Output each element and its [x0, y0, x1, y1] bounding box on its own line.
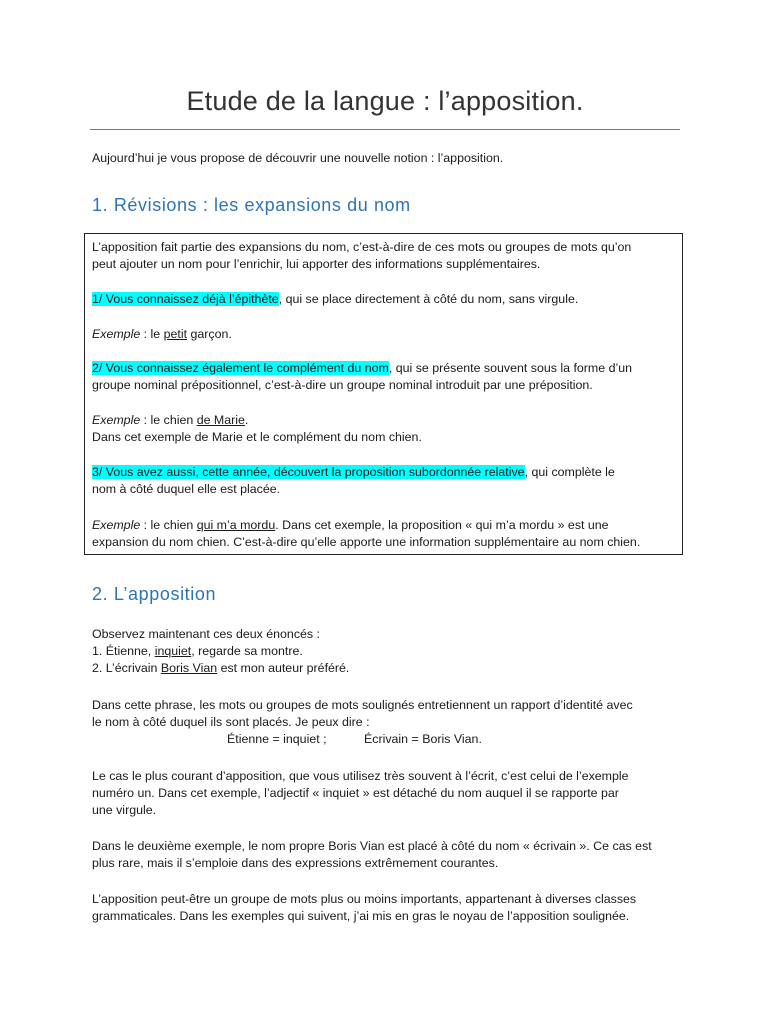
example-3-post: . Dans cet exemple, la proposition « qui m’a mordu » est une: [275, 518, 609, 532]
item-2-highlight: 2/ Vous connaissez également le complément du nom: [92, 361, 389, 375]
para-identity-line-1: Dans cette phrase, les mots ou groupes de mots soulignés entretiennent un rapport d’identité avec: [92, 698, 633, 712]
item-3-line-2: nom à côté duquel elle est placée.: [92, 482, 281, 496]
para-second-line-2: plus rare, mais il s’emploie dans des expressions extrêmement courantes.: [92, 856, 499, 870]
example-2-pre: : le chien: [140, 413, 197, 427]
para-identity-line-2: le nom à côté duquel ils sont placés. Je peux dire :: [92, 715, 370, 729]
statement-1-pre: 1. Étienne,: [92, 644, 155, 658]
example-2: [92, 412, 677, 429]
example-3: [92, 517, 677, 534]
statement-1-underlined: inquiet: [154, 644, 192, 658]
example-1-post: garçon.: [187, 327, 232, 341]
item-3: [92, 464, 677, 481]
example-1-underlined: petit: [163, 327, 188, 341]
example-2-line-2: Dans cet exemple de Marie et le complément du nom chien.: [92, 430, 422, 444]
statement-1: [92, 643, 677, 660]
example-3-label: Exemple: [92, 518, 141, 532]
example-1-pre: : le: [140, 327, 164, 341]
box-para-1-line-2: peut ajouter un nom pour l’enrichir, lui apporter des informations supplémentaires.: [92, 257, 541, 271]
para-common-line-3: une virgule.: [92, 803, 157, 817]
section-2-heading: 2. L’apposition: [92, 584, 217, 604]
equation-1: Étienne = inquiet ;: [227, 732, 327, 746]
item-3-rest: , qui complète le: [524, 465, 615, 479]
statement-2-underlined: Boris Vian: [160, 661, 218, 675]
section-1-heading: 1. Révisions : les expansions du nom: [92, 195, 411, 215]
example-3-underlined: qui m’a mordu: [196, 518, 276, 532]
item-2: [92, 360, 677, 377]
para-groups-line-2: grammaticales. Dans les exemples qui suivent, j’ai mis en gras le noyau de l’apposition soulignée.: [92, 909, 630, 923]
para-common-line-2: numéro un. Dans cet exemple, l’adjectif « inquiet » est détaché du nom auquel il se rapporte par: [92, 786, 619, 800]
revision-box: [84, 233, 683, 555]
para-groups-line-1: L’apposition peut-être un groupe de mots plus ou moins importants, appartenant à diverses classes: [92, 892, 637, 906]
para-common-line-1: Le cas le plus courant d’apposition, que vous utilisez très souvent à l’écrit, c’est celui de l’exemple: [92, 769, 629, 783]
intro-text: Aujourd’hui je vous propose de découvrir une nouvelle notion : l’apposition.: [92, 151, 504, 165]
observe-text: Observez maintenant ces deux énoncés :: [92, 627, 320, 641]
statement-2-pre: 2. L’écrivain: [92, 661, 161, 675]
example-2-post: .: [244, 413, 249, 427]
example-3-line-2: expansion du nom chien. C’est-à-dire qu’elle apporte une information supplémentaire au nom chien.: [92, 535, 641, 549]
equation-2: Écrivain = Boris Vian.: [364, 732, 482, 746]
example-2-underlined: de Marie: [196, 413, 245, 427]
example-1: [92, 326, 677, 343]
statement-2: [92, 660, 677, 677]
item-2-line-2: groupe nominal prépositionnel, c’est-à-dire un groupe nominal introduit par une préposition.: [92, 378, 593, 392]
para-second-line-1: Dans le deuxième exemple, le nom propre Boris Vian est placé à côté du nom « écrivain ». Ce cas est: [92, 839, 652, 853]
box-para-1-line-1: L’apposition fait partie des expansions du nom, c’est-à-dire de ces mots ou groupes de mots qu’on: [92, 240, 632, 254]
statement-2-post: est mon auteur préféré.: [217, 661, 350, 675]
page-title: Etude de la langue : l’apposition.: [186, 86, 584, 116]
item-3-highlight: 3/ Vous avez aussi, cette année, découvert la proposition subordonnée relative: [92, 465, 525, 479]
statement-1-post: , regarde sa montre.: [191, 644, 303, 658]
item-1-highlight: 1/ Vous connaissez déjà l’épithète: [92, 292, 279, 306]
item-2-rest: , qui se présente souvent sous la forme d’un: [388, 361, 633, 375]
example-3-pre: : le chien: [140, 518, 197, 532]
item-1-rest: , qui se place directement à côté du nom, sans virgule.: [278, 292, 579, 306]
item-1: [92, 291, 677, 308]
example-2-label: Exemple: [92, 413, 141, 427]
example-1-label: Exemple: [92, 327, 141, 341]
title-underline: [90, 129, 680, 130]
